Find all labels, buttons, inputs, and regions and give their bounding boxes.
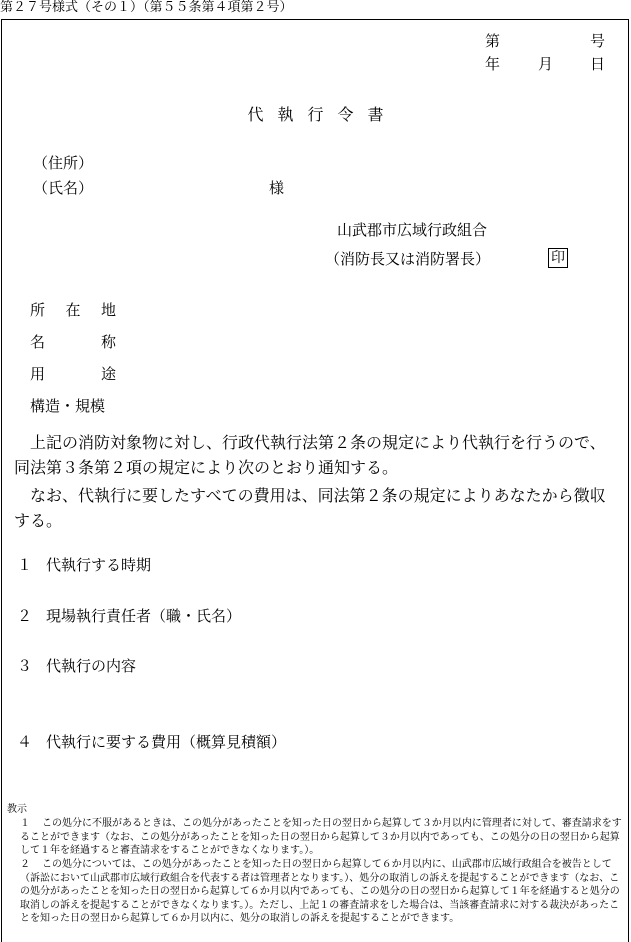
- item-3-number: ３: [17, 657, 33, 675]
- item-2-text: 現場執行責任者（職・氏名）: [46, 607, 242, 625]
- label-location: 所在地: [30, 301, 116, 319]
- item-4-text: 代執行に要する費用（概算見積額）: [46, 733, 287, 751]
- seal-mark: 印: [548, 248, 568, 268]
- note-2: [10, 858, 622, 926]
- body-paragraph-2: なお、代執行に要したすべての費用は、同法第２条の規定によりあなたから徴収する。: [14, 486, 606, 530]
- honorific: 様: [269, 179, 285, 197]
- item-2-number: ２: [17, 607, 33, 625]
- note-1-text: この処分に不服があるときは、この処分があったことを知った日の翌日から起算して３か月以内に管理者に対して、審査請求をすることができます（なお、この処分があったことを知った日の翌日から起算して３か月以内であっても、この処分の日の翌日から起算して１年を経過すると審査請求をすることができなくなります。）。: [20, 818, 622, 856]
- item-1-text: 代執行する時期: [46, 556, 152, 574]
- form-number-title: 第２７号様式（その１）（第５５条第４項第２号）: [0, 0, 293, 15]
- note-2-text: この処分については、この処分があったことを知った日の翌日から起算して６か月以内に、山武郡市広域行政組合を被告として（訴訟において山武郡市広域行政組合を代表する者は管理者となります。）、処分の取消しの訴えを提起することができます（なお、この処分があったことを知った日の翌日から起算して６か月以内であっても、この処分の日の翌日から起算して１年を経過すると処分の取消しの訴えを提起することができなくなります。）。ただし、上記１の審査請求をした場合は、当該審査請求に対する裁決があったことを知った日の翌日から起算して６か月以内に、処分の取消しの訴えを提起することができます。: [20, 859, 620, 924]
- notes-heading: 教示: [7, 804, 27, 815]
- note-1-number: １: [20, 818, 30, 829]
- number-dai: 第: [485, 32, 501, 50]
- note-1: [10, 817, 622, 858]
- date-month: 月: [538, 55, 554, 73]
- label-name: 名称: [30, 333, 116, 351]
- issuer-organization: 山武郡市広域行政組合: [337, 221, 488, 239]
- document-frame: [1, 19, 629, 942]
- item-4-number: ４: [17, 733, 33, 751]
- date-year: 年: [485, 55, 501, 73]
- note-2-number: ２: [20, 859, 30, 870]
- date-day: 日: [590, 55, 606, 73]
- number-go: 号: [590, 32, 606, 50]
- body-paragraph-1: 上記の消防対象物に対し、行政代執行法第２条の規定により代執行を行うので、同法第３条第２項の規定により次のとおり通知する。: [14, 433, 606, 477]
- item-3-text: 代執行の内容: [46, 657, 137, 675]
- item-1-number: １: [17, 556, 33, 574]
- issuer-title: （消防長又は消防署長）: [325, 250, 491, 268]
- label-use: 用途: [30, 365, 116, 383]
- address-label: （住所）: [33, 154, 94, 172]
- label-structure: 構造・規模: [30, 397, 106, 415]
- name-label: （氏名）: [33, 179, 94, 197]
- document-title: 代執行令書: [247, 105, 398, 124]
